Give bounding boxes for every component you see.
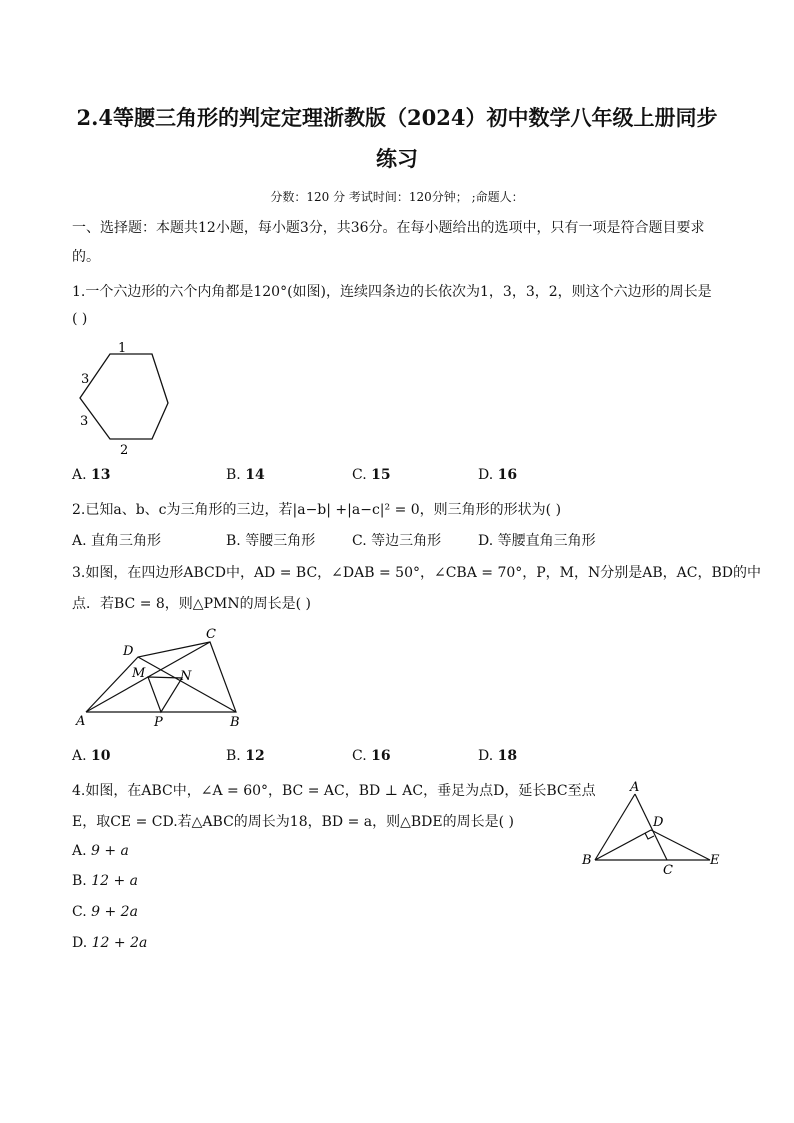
q1-option-c[interactable]: C. 15 [352, 467, 391, 483]
page-title: 2.4等腰三角形的判定定理浙教版（2024）初中数学八年级上册同步 [76, 105, 718, 130]
q1-option-d[interactable]: D. 16 [478, 467, 518, 483]
q4-option-a[interactable]: A. 9 + a [72, 843, 129, 859]
question-3-stem-cont: 点．若BC = 8，则△PMN的周长是( ) [72, 596, 311, 612]
label-c: C [206, 627, 216, 642]
q3-option-b[interactable]: B. 12 [226, 748, 265, 764]
q2-option-d[interactable]: D. 等腰直角三角形 [478, 533, 596, 549]
label-e: E [710, 853, 720, 868]
question-1-stem-cont: ( ) [72, 311, 88, 327]
diagonal-bd [138, 657, 236, 712]
hexagon-label-bottom: 2 [120, 443, 129, 458]
label-a: A [76, 714, 86, 729]
triangle-figure [578, 778, 728, 880]
q3-option-c[interactable]: C. 16 [352, 748, 391, 764]
question-3-stem: 3.如图，在四边形ABCD中，AD = BC，∠DAB = 50°，∠CBA = 70°，P，M，N分别是AB，AC，BD的中 [72, 565, 761, 581]
exam-meta: 分数：120 分 考试时间：120分钟； ;命题人： [270, 190, 524, 204]
q2-option-b[interactable]: B. 等腰三角形 [226, 533, 316, 549]
q4-option-d[interactable]: D. 12 + 2a [72, 935, 148, 951]
question-1-stem: 1.一个六边形的六个内角都是120°(如图)，连续四条边的长依次为1，3，3，2，则这个六边形的周长是 [72, 284, 712, 300]
label-b: B [582, 853, 592, 868]
section-instructions: 一、选择题：本题共12小题，每小题3分，共36分。在每小题给出的选项中，只有一项是符合题目要求 [72, 220, 705, 236]
label-c: C [663, 863, 673, 878]
right-angle-mark [645, 833, 654, 839]
q3-option-a[interactable]: A. 10 [72, 748, 111, 764]
hexagon-label-top: 1 [118, 341, 127, 356]
label-n: N [180, 669, 192, 684]
label-p: P [154, 715, 163, 730]
label-a: A [630, 780, 640, 795]
label-d: D [123, 644, 134, 659]
q1-option-a[interactable]: A. 13 [72, 467, 111, 483]
hexagon-label-upper-left: 3 [81, 372, 90, 387]
label-d: D [653, 815, 664, 830]
page-title-continued: 练习 [376, 146, 418, 171]
quadrilateral-figure [70, 622, 250, 734]
q2-option-a[interactable]: A. 直角三角形 [72, 533, 162, 549]
question-4-stem: 4.如图，在ABC中，∠A = 60°，BC = AC，BD ⊥ AC，垂足为点D，延长BC至点 [72, 783, 596, 799]
q4-option-b[interactable]: B. 12 + a [72, 873, 138, 889]
hexagon-figure [70, 338, 180, 458]
q4-option-c[interactable]: C. 9 + 2a [72, 904, 138, 920]
hexagon-shape [80, 354, 168, 439]
hexagon-label-lower-left: 3 [80, 414, 89, 429]
triangle-pmn [148, 677, 182, 712]
q2-option-c[interactable]: C. 等边三角形 [352, 533, 442, 549]
label-b: B [230, 715, 240, 730]
question-2-stem: 2.已知a、b、c为三角形的三边，若|a−b| +|a−c|² = 0，则三角形的形状为( ) [72, 502, 562, 518]
q3-option-d[interactable]: D. 18 [478, 748, 518, 764]
side-ab [595, 794, 635, 860]
question-4-stem-cont: E，取CE = CD.若△ABC的周长为18，BD = a，则△BDE的周长是( ) [72, 814, 514, 830]
label-m: M [132, 666, 146, 681]
section-instructions-cont: 的。 [72, 249, 100, 265]
q1-option-b[interactable]: B. 14 [226, 467, 265, 483]
